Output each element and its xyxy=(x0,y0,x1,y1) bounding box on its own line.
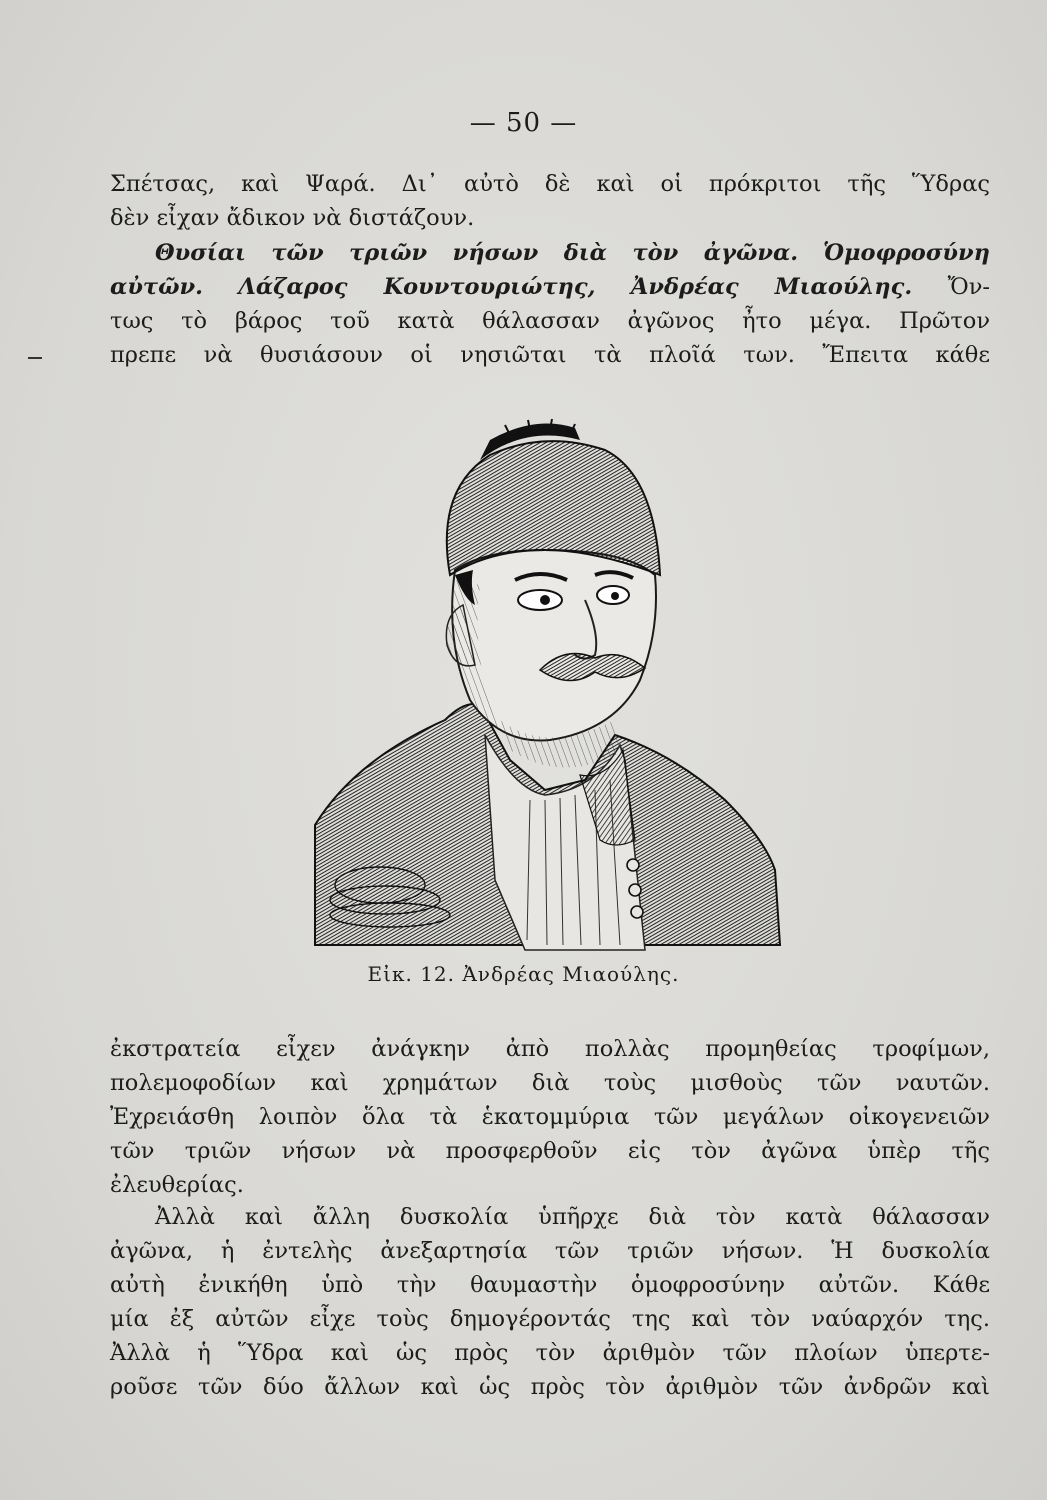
text-line: πολεμοφοδίων καὶ χρημάτων διὰ τοὺς μισθοὺς τῶν ναυτῶν. xyxy=(110,1070,990,1096)
text-fragment: Ὄν- xyxy=(947,274,990,300)
text-line xyxy=(110,270,990,304)
text-line: Ἐχρειάσθη λοιπὸν ὅλα τὰ ἑκατομμύρια τῶν μεγάλων οἰκογενειῶν xyxy=(110,1104,990,1130)
page-number: — 50 — xyxy=(469,108,578,138)
section-heading-name: Ἀνδρέας Μιαούλης. xyxy=(630,274,913,300)
paragraph-bottom-2 xyxy=(110,1200,990,1404)
section-heading-part: Ὁμοφροσύνη xyxy=(822,240,990,266)
text-line: αὐτὴ ἐνικήθη ὑπὸ τὴν θαυμαστὴν ὁμοφροσύνην αὐτῶν. Κάθε xyxy=(110,1272,990,1298)
section-heading-name: Λάζαρος Κουντουριώτης, xyxy=(238,274,596,300)
paragraph-heading xyxy=(110,236,990,372)
text-line xyxy=(110,236,990,270)
text-line: ροῦσε τῶν δύο ἄλλων καὶ ὡς πρὸς τὸν ἀριθμὸν τῶν ἀνδρῶν καὶ xyxy=(110,1374,990,1400)
text-line: Ἀλλὰ καὶ ἄλλη δυσκολία ὑπῆρχε διὰ τὸν κατὰ θάλασσαν xyxy=(155,1204,990,1230)
text-line: ἐκστρατεία εἶχεν ἀνάγκην ἀπὸ πολλὰς προμηθείας τροφίμων, xyxy=(110,1036,990,1062)
text-line: δὲν εἶχαν ἄδικον νὰ διστάζουν. xyxy=(110,205,475,231)
paragraph-top xyxy=(110,167,990,235)
text-line: ἀγῶνα, ἡ ἐντελὴς ἀνεξαρτησία τῶν τριῶν νήσων. Ἡ δυσκολία xyxy=(110,1238,990,1264)
text-line: ἐλευθερίας. xyxy=(110,1172,244,1198)
paragraph-bottom-1 xyxy=(110,1032,990,1202)
figure-caption: Εἰκ. 12. Ἀνδρέας Μιαούλης. xyxy=(367,962,680,986)
margin-mark xyxy=(28,357,42,359)
text-line: πρεπε νὰ θυσιάσουν οἱ νησιῶται τὰ πλοῖά των. Ἔπειτα κάθε xyxy=(110,342,990,368)
text-line: τως τὸ βάρος τοῦ κατὰ θάλασσαν ἀγῶνος ἦτο μέγα. Πρῶτον xyxy=(110,308,990,334)
section-heading-part: αὐτῶν. xyxy=(110,274,203,300)
text-line: τῶν τριῶν νήσων νὰ προσφερθοῦν εἰς τὸν ἀγῶνα ὑπὲρ τῆς xyxy=(110,1138,990,1164)
portrait-engraving xyxy=(295,400,785,965)
section-heading: Θυσίαι τῶν τριῶν νήσων διὰ τὸν ἀγῶνα. xyxy=(155,240,799,266)
text-line: Σπέτσας, καὶ Ψαρά. Δι᾽ αὐτὸ δὲ καὶ οἱ πρόκριτοι τῆς Ὕδρας xyxy=(110,171,990,197)
text-line: μία ἐξ αὐτῶν εἶχε τοὺς δημογέροντάς της καὶ τὸν ναύαρχόν της. xyxy=(110,1306,990,1332)
text-line: Ἀλλὰ ἡ Ὕδρα καὶ ὡς πρὸς τὸν ἀριθμὸν τῶν πλοίων ὑπερτε- xyxy=(110,1340,990,1366)
